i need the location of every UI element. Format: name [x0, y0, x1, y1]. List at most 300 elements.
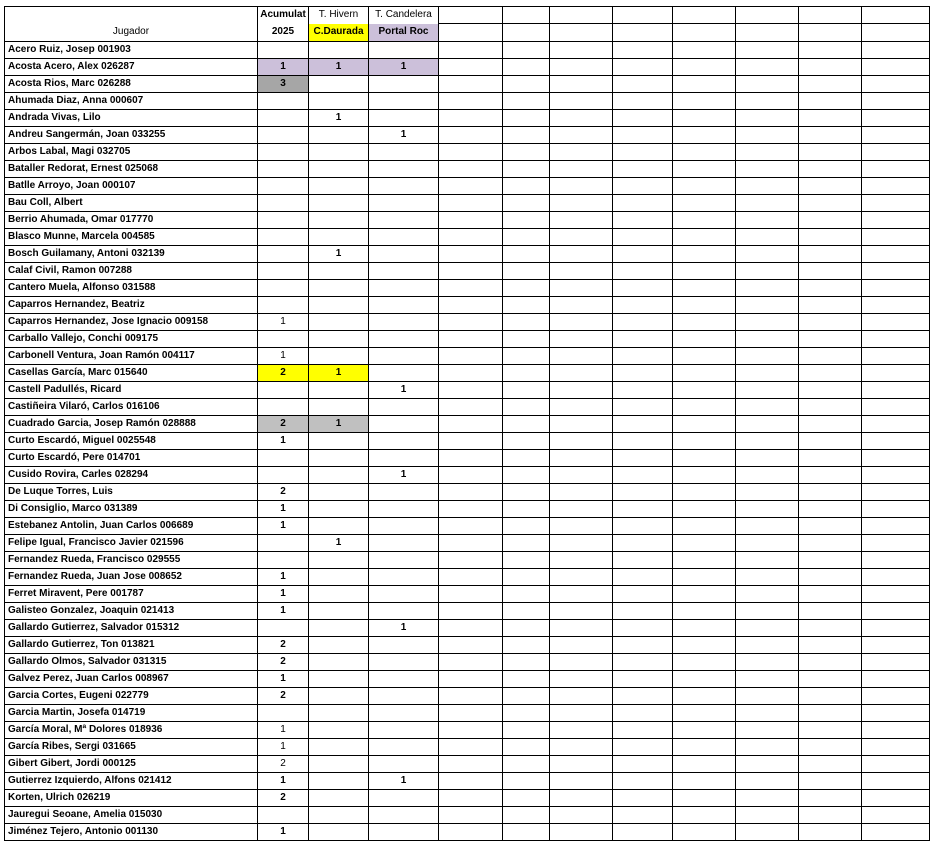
empty-cell[interactable]	[799, 178, 862, 195]
empty-cell[interactable]	[736, 24, 799, 42]
empty-cell[interactable]	[673, 671, 736, 688]
player-name-cell[interactable]: Batlle Arroyo, Joan 000107	[5, 178, 258, 195]
header-blank-cell[interactable]	[5, 7, 258, 24]
header-t-hivern[interactable]: T. Hivern	[309, 7, 369, 24]
empty-cell[interactable]	[613, 127, 673, 144]
player-name-cell[interactable]: Garcia Martin, Josefa 014719	[5, 705, 258, 722]
empty-cell[interactable]	[799, 331, 862, 348]
empty-cell[interactable]	[736, 450, 799, 467]
hivern-cell[interactable]	[309, 688, 369, 705]
acumulat-cell[interactable]	[258, 229, 309, 246]
empty-cell[interactable]	[439, 246, 503, 263]
empty-cell[interactable]	[736, 552, 799, 569]
empty-cell[interactable]	[550, 756, 613, 773]
empty-cell[interactable]	[613, 348, 673, 365]
hivern-cell[interactable]	[309, 739, 369, 756]
empty-cell[interactable]	[613, 178, 673, 195]
empty-cell[interactable]	[736, 620, 799, 637]
acumulat-cell[interactable]: 1	[258, 739, 309, 756]
player-name-cell[interactable]: Calaf Civil, Ramon 007288	[5, 263, 258, 280]
empty-cell[interactable]	[550, 127, 613, 144]
hivern-cell[interactable]	[309, 297, 369, 314]
empty-cell[interactable]	[550, 348, 613, 365]
empty-cell[interactable]	[550, 382, 613, 399]
empty-cell[interactable]	[550, 59, 613, 76]
empty-cell[interactable]	[799, 399, 862, 416]
empty-cell[interactable]	[673, 212, 736, 229]
empty-cell[interactable]	[550, 229, 613, 246]
empty-cell[interactable]	[862, 637, 930, 654]
acumulat-cell[interactable]	[258, 246, 309, 263]
empty-cell[interactable]	[799, 671, 862, 688]
empty-cell[interactable]	[503, 24, 550, 42]
acumulat-cell[interactable]	[258, 144, 309, 161]
empty-cell[interactable]	[799, 348, 862, 365]
empty-cell[interactable]	[799, 297, 862, 314]
empty-cell[interactable]	[862, 586, 930, 603]
empty-cell[interactable]	[613, 59, 673, 76]
empty-cell[interactable]	[503, 569, 550, 586]
empty-cell[interactable]	[503, 450, 550, 467]
hivern-cell[interactable]	[309, 178, 369, 195]
empty-cell[interactable]	[550, 824, 613, 841]
empty-cell[interactable]	[862, 467, 930, 484]
empty-cell[interactable]	[439, 586, 503, 603]
empty-cell[interactable]	[673, 807, 736, 824]
hivern-cell[interactable]	[309, 790, 369, 807]
empty-cell[interactable]	[862, 399, 930, 416]
empty-cell[interactable]	[503, 178, 550, 195]
empty-cell[interactable]	[736, 688, 799, 705]
empty-cell[interactable]	[503, 722, 550, 739]
player-name-cell[interactable]: Bataller Redorat, Ernest 025068	[5, 161, 258, 178]
empty-cell[interactable]	[613, 399, 673, 416]
empty-cell[interactable]	[613, 144, 673, 161]
acumulat-cell[interactable]	[258, 263, 309, 280]
empty-cell[interactable]	[736, 144, 799, 161]
candelera-cell[interactable]	[369, 416, 439, 433]
empty-cell[interactable]	[862, 688, 930, 705]
empty-cell[interactable]	[673, 433, 736, 450]
player-name-cell[interactable]: Castell Padullés, Ricard	[5, 382, 258, 399]
empty-cell[interactable]	[862, 501, 930, 518]
acumulat-cell[interactable]: 1	[258, 59, 309, 76]
hivern-cell[interactable]: 1	[309, 59, 369, 76]
empty-cell[interactable]	[550, 518, 613, 535]
empty-cell[interactable]	[673, 195, 736, 212]
empty-cell[interactable]	[799, 144, 862, 161]
empty-cell[interactable]	[673, 416, 736, 433]
acumulat-cell[interactable]: 1	[258, 348, 309, 365]
hivern-cell[interactable]	[309, 399, 369, 416]
empty-cell[interactable]	[736, 586, 799, 603]
empty-cell[interactable]	[799, 637, 862, 654]
empty-cell[interactable]	[613, 637, 673, 654]
empty-cell[interactable]	[503, 161, 550, 178]
empty-cell[interactable]	[613, 7, 673, 24]
empty-cell[interactable]	[736, 535, 799, 552]
empty-cell[interactable]	[799, 229, 862, 246]
empty-cell[interactable]	[503, 620, 550, 637]
hivern-cell[interactable]	[309, 603, 369, 620]
empty-cell[interactable]	[439, 654, 503, 671]
hivern-cell[interactable]	[309, 722, 369, 739]
empty-cell[interactable]	[503, 705, 550, 722]
hivern-cell[interactable]	[309, 484, 369, 501]
acumulat-cell[interactable]	[258, 535, 309, 552]
empty-cell[interactable]	[862, 705, 930, 722]
empty-cell[interactable]	[799, 654, 862, 671]
empty-cell[interactable]	[439, 518, 503, 535]
acumulat-cell[interactable]	[258, 178, 309, 195]
empty-cell[interactable]	[799, 110, 862, 127]
player-name-cell[interactable]: Jiménez Tejero, Antonio 001130	[5, 824, 258, 841]
empty-cell[interactable]	[736, 212, 799, 229]
empty-cell[interactable]	[613, 314, 673, 331]
empty-cell[interactable]	[862, 127, 930, 144]
empty-cell[interactable]	[613, 433, 673, 450]
empty-cell[interactable]	[613, 484, 673, 501]
empty-cell[interactable]	[736, 773, 799, 790]
empty-cell[interactable]	[736, 110, 799, 127]
empty-cell[interactable]	[550, 110, 613, 127]
empty-cell[interactable]	[503, 365, 550, 382]
hivern-cell[interactable]	[309, 705, 369, 722]
empty-cell[interactable]	[799, 569, 862, 586]
empty-cell[interactable]	[439, 824, 503, 841]
empty-cell[interactable]	[673, 637, 736, 654]
candelera-cell[interactable]	[369, 246, 439, 263]
empty-cell[interactable]	[439, 24, 503, 42]
acumulat-cell[interactable]: 1	[258, 773, 309, 790]
empty-cell[interactable]	[736, 331, 799, 348]
empty-cell[interactable]	[862, 552, 930, 569]
candelera-cell[interactable]	[369, 93, 439, 110]
acumulat-cell[interactable]	[258, 42, 309, 59]
empty-cell[interactable]	[862, 93, 930, 110]
acumulat-cell[interactable]	[258, 93, 309, 110]
empty-cell[interactable]	[736, 382, 799, 399]
empty-cell[interactable]	[736, 807, 799, 824]
empty-cell[interactable]	[503, 433, 550, 450]
candelera-cell[interactable]	[369, 722, 439, 739]
empty-cell[interactable]	[439, 127, 503, 144]
empty-cell[interactable]	[799, 246, 862, 263]
empty-cell[interactable]	[503, 246, 550, 263]
empty-cell[interactable]	[613, 76, 673, 93]
player-name-cell[interactable]: Bosch Guilamany, Antoni 032139	[5, 246, 258, 263]
empty-cell[interactable]	[736, 280, 799, 297]
acumulat-cell[interactable]: 1	[258, 314, 309, 331]
empty-cell[interactable]	[439, 263, 503, 280]
empty-cell[interactable]	[439, 280, 503, 297]
candelera-cell[interactable]	[369, 161, 439, 178]
acumulat-cell[interactable]: 2	[258, 637, 309, 654]
empty-cell[interactable]	[550, 450, 613, 467]
empty-cell[interactable]	[799, 824, 862, 841]
empty-cell[interactable]	[550, 705, 613, 722]
empty-cell[interactable]	[439, 467, 503, 484]
candelera-cell[interactable]: 1	[369, 59, 439, 76]
empty-cell[interactable]	[862, 756, 930, 773]
empty-cell[interactable]	[799, 59, 862, 76]
empty-cell[interactable]	[736, 467, 799, 484]
empty-cell[interactable]	[799, 314, 862, 331]
hivern-cell[interactable]	[309, 773, 369, 790]
empty-cell[interactable]	[799, 484, 862, 501]
player-name-cell[interactable]: Caparros Hernandez, Jose Ignacio 009158	[5, 314, 258, 331]
empty-cell[interactable]	[503, 637, 550, 654]
empty-cell[interactable]	[550, 365, 613, 382]
empty-cell[interactable]	[550, 297, 613, 314]
empty-cell[interactable]	[613, 382, 673, 399]
hivern-cell[interactable]: 1	[309, 416, 369, 433]
empty-cell[interactable]	[613, 688, 673, 705]
empty-cell[interactable]	[550, 161, 613, 178]
empty-cell[interactable]	[862, 484, 930, 501]
hivern-cell[interactable]	[309, 331, 369, 348]
empty-cell[interactable]	[613, 739, 673, 756]
empty-cell[interactable]	[503, 314, 550, 331]
empty-cell[interactable]	[799, 705, 862, 722]
empty-cell[interactable]	[736, 722, 799, 739]
empty-cell[interactable]	[439, 756, 503, 773]
empty-cell[interactable]	[862, 722, 930, 739]
hivern-cell[interactable]	[309, 93, 369, 110]
hivern-cell[interactable]	[309, 620, 369, 637]
empty-cell[interactable]	[550, 569, 613, 586]
header-jugador[interactable]: Jugador	[5, 24, 258, 42]
empty-cell[interactable]	[613, 467, 673, 484]
candelera-cell[interactable]: 1	[369, 620, 439, 637]
empty-cell[interactable]	[550, 620, 613, 637]
empty-cell[interactable]	[799, 756, 862, 773]
hivern-cell[interactable]: 1	[309, 535, 369, 552]
empty-cell[interactable]	[862, 603, 930, 620]
empty-cell[interactable]	[673, 739, 736, 756]
empty-cell[interactable]	[736, 42, 799, 59]
candelera-cell[interactable]	[369, 501, 439, 518]
empty-cell[interactable]	[613, 42, 673, 59]
player-name-cell[interactable]: Cantero Muela, Alfonso 031588	[5, 280, 258, 297]
empty-cell[interactable]	[799, 195, 862, 212]
empty-cell[interactable]	[862, 671, 930, 688]
empty-cell[interactable]	[550, 552, 613, 569]
acumulat-cell[interactable]	[258, 382, 309, 399]
empty-cell[interactable]	[439, 535, 503, 552]
empty-cell[interactable]	[799, 7, 862, 24]
acumulat-cell[interactable]: 2	[258, 365, 309, 382]
empty-cell[interactable]	[799, 280, 862, 297]
acumulat-cell[interactable]: 1	[258, 518, 309, 535]
empty-cell[interactable]	[862, 59, 930, 76]
empty-cell[interactable]	[736, 501, 799, 518]
empty-cell[interactable]	[736, 76, 799, 93]
empty-cell[interactable]	[439, 790, 503, 807]
empty-cell[interactable]	[503, 552, 550, 569]
empty-cell[interactable]	[613, 569, 673, 586]
empty-cell[interactable]	[862, 42, 930, 59]
hivern-cell[interactable]	[309, 501, 369, 518]
empty-cell[interactable]	[550, 246, 613, 263]
empty-cell[interactable]	[799, 212, 862, 229]
empty-cell[interactable]	[736, 365, 799, 382]
player-name-cell[interactable]: Jauregui Seoane, Amelia 015030	[5, 807, 258, 824]
empty-cell[interactable]	[862, 620, 930, 637]
empty-cell[interactable]	[550, 433, 613, 450]
empty-cell[interactable]	[439, 161, 503, 178]
empty-cell[interactable]	[736, 195, 799, 212]
candelera-cell[interactable]	[369, 110, 439, 127]
acumulat-cell[interactable]	[258, 297, 309, 314]
hivern-cell[interactable]	[309, 229, 369, 246]
empty-cell[interactable]	[439, 416, 503, 433]
empty-cell[interactable]	[503, 484, 550, 501]
candelera-cell[interactable]	[369, 433, 439, 450]
empty-cell[interactable]	[550, 603, 613, 620]
acumulat-cell[interactable]: 2	[258, 688, 309, 705]
empty-cell[interactable]	[439, 705, 503, 722]
header-t-candelera[interactable]: T. Candelera	[369, 7, 439, 24]
acumulat-cell[interactable]	[258, 195, 309, 212]
empty-cell[interactable]	[673, 552, 736, 569]
empty-cell[interactable]	[503, 110, 550, 127]
empty-cell[interactable]	[503, 739, 550, 756]
empty-cell[interactable]	[550, 722, 613, 739]
empty-cell[interactable]	[799, 416, 862, 433]
empty-cell[interactable]	[862, 212, 930, 229]
header-acumulat[interactable]: Acumulat	[258, 7, 309, 24]
empty-cell[interactable]	[503, 331, 550, 348]
empty-cell[interactable]	[736, 7, 799, 24]
player-name-cell[interactable]: Caparros Hernandez, Beatriz	[5, 297, 258, 314]
player-name-cell[interactable]: Gallardo Gutierrez, Salvador 015312	[5, 620, 258, 637]
empty-cell[interactable]	[736, 127, 799, 144]
candelera-cell[interactable]	[369, 297, 439, 314]
empty-cell[interactable]	[799, 739, 862, 756]
hivern-cell[interactable]	[309, 552, 369, 569]
empty-cell[interactable]	[799, 161, 862, 178]
empty-cell[interactable]	[673, 484, 736, 501]
hivern-cell[interactable]	[309, 807, 369, 824]
acumulat-cell[interactable]: 1	[258, 433, 309, 450]
empty-cell[interactable]	[736, 433, 799, 450]
candelera-cell[interactable]	[369, 790, 439, 807]
acumulat-cell[interactable]	[258, 620, 309, 637]
empty-cell[interactable]	[439, 331, 503, 348]
empty-cell[interactable]	[439, 144, 503, 161]
empty-cell[interactable]	[439, 671, 503, 688]
acumulat-cell[interactable]: 2	[258, 756, 309, 773]
player-name-cell[interactable]: Curto Escardó, Miguel 0025548	[5, 433, 258, 450]
empty-cell[interactable]	[673, 501, 736, 518]
empty-cell[interactable]	[439, 76, 503, 93]
empty-cell[interactable]	[550, 7, 613, 24]
empty-cell[interactable]	[613, 552, 673, 569]
candelera-cell[interactable]	[369, 399, 439, 416]
player-name-cell[interactable]: Cuadrado Garcia, Josep Ramón 028888	[5, 416, 258, 433]
candelera-cell[interactable]: 1	[369, 467, 439, 484]
empty-cell[interactable]	[550, 42, 613, 59]
empty-cell[interactable]	[439, 739, 503, 756]
empty-cell[interactable]	[550, 807, 613, 824]
hivern-cell[interactable]	[309, 195, 369, 212]
empty-cell[interactable]	[550, 790, 613, 807]
empty-cell[interactable]	[613, 246, 673, 263]
empty-cell[interactable]	[503, 212, 550, 229]
empty-cell[interactable]	[799, 552, 862, 569]
hivern-cell[interactable]	[309, 467, 369, 484]
hivern-cell[interactable]	[309, 654, 369, 671]
candelera-cell[interactable]	[369, 535, 439, 552]
empty-cell[interactable]	[550, 688, 613, 705]
empty-cell[interactable]	[673, 705, 736, 722]
empty-cell[interactable]	[673, 399, 736, 416]
empty-cell[interactable]	[613, 603, 673, 620]
player-name-cell[interactable]: Arbos Labal, Magi 032705	[5, 144, 258, 161]
empty-cell[interactable]	[439, 399, 503, 416]
empty-cell[interactable]	[439, 569, 503, 586]
empty-cell[interactable]	[439, 433, 503, 450]
candelera-cell[interactable]	[369, 654, 439, 671]
empty-cell[interactable]	[736, 297, 799, 314]
empty-cell[interactable]	[862, 280, 930, 297]
empty-cell[interactable]	[736, 637, 799, 654]
player-name-cell[interactable]: Carbonell Ventura, Joan Ramón 004117	[5, 348, 258, 365]
acumulat-cell[interactable]: 2	[258, 484, 309, 501]
empty-cell[interactable]	[862, 433, 930, 450]
player-name-cell[interactable]: Castiñeira Vilaró, Carlos 016106	[5, 399, 258, 416]
empty-cell[interactable]	[550, 399, 613, 416]
empty-cell[interactable]	[439, 637, 503, 654]
empty-cell[interactable]	[550, 484, 613, 501]
hivern-cell[interactable]	[309, 433, 369, 450]
empty-cell[interactable]	[503, 654, 550, 671]
empty-cell[interactable]	[736, 399, 799, 416]
empty-cell[interactable]	[613, 280, 673, 297]
empty-cell[interactable]	[736, 705, 799, 722]
empty-cell[interactable]	[673, 263, 736, 280]
empty-cell[interactable]	[862, 297, 930, 314]
empty-cell[interactable]	[673, 59, 736, 76]
player-name-cell[interactable]: Curto Escardó, Pere 014701	[5, 450, 258, 467]
empty-cell[interactable]	[799, 722, 862, 739]
empty-cell[interactable]	[439, 110, 503, 127]
hivern-cell[interactable]: 1	[309, 110, 369, 127]
empty-cell[interactable]	[503, 297, 550, 314]
empty-cell[interactable]	[613, 212, 673, 229]
empty-cell[interactable]	[673, 144, 736, 161]
empty-cell[interactable]	[799, 688, 862, 705]
empty-cell[interactable]	[439, 314, 503, 331]
acumulat-cell[interactable]	[258, 127, 309, 144]
hivern-cell[interactable]	[309, 76, 369, 93]
empty-cell[interactable]	[550, 416, 613, 433]
candelera-cell[interactable]	[369, 42, 439, 59]
empty-cell[interactable]	[673, 603, 736, 620]
empty-cell[interactable]	[613, 756, 673, 773]
empty-cell[interactable]	[613, 671, 673, 688]
candelera-cell[interactable]	[369, 586, 439, 603]
candelera-cell[interactable]	[369, 739, 439, 756]
empty-cell[interactable]	[799, 603, 862, 620]
empty-cell[interactable]	[613, 450, 673, 467]
empty-cell[interactable]	[736, 246, 799, 263]
acumulat-cell[interactable]: 1	[258, 586, 309, 603]
candelera-cell[interactable]	[369, 365, 439, 382]
empty-cell[interactable]	[503, 586, 550, 603]
empty-cell[interactable]	[439, 382, 503, 399]
